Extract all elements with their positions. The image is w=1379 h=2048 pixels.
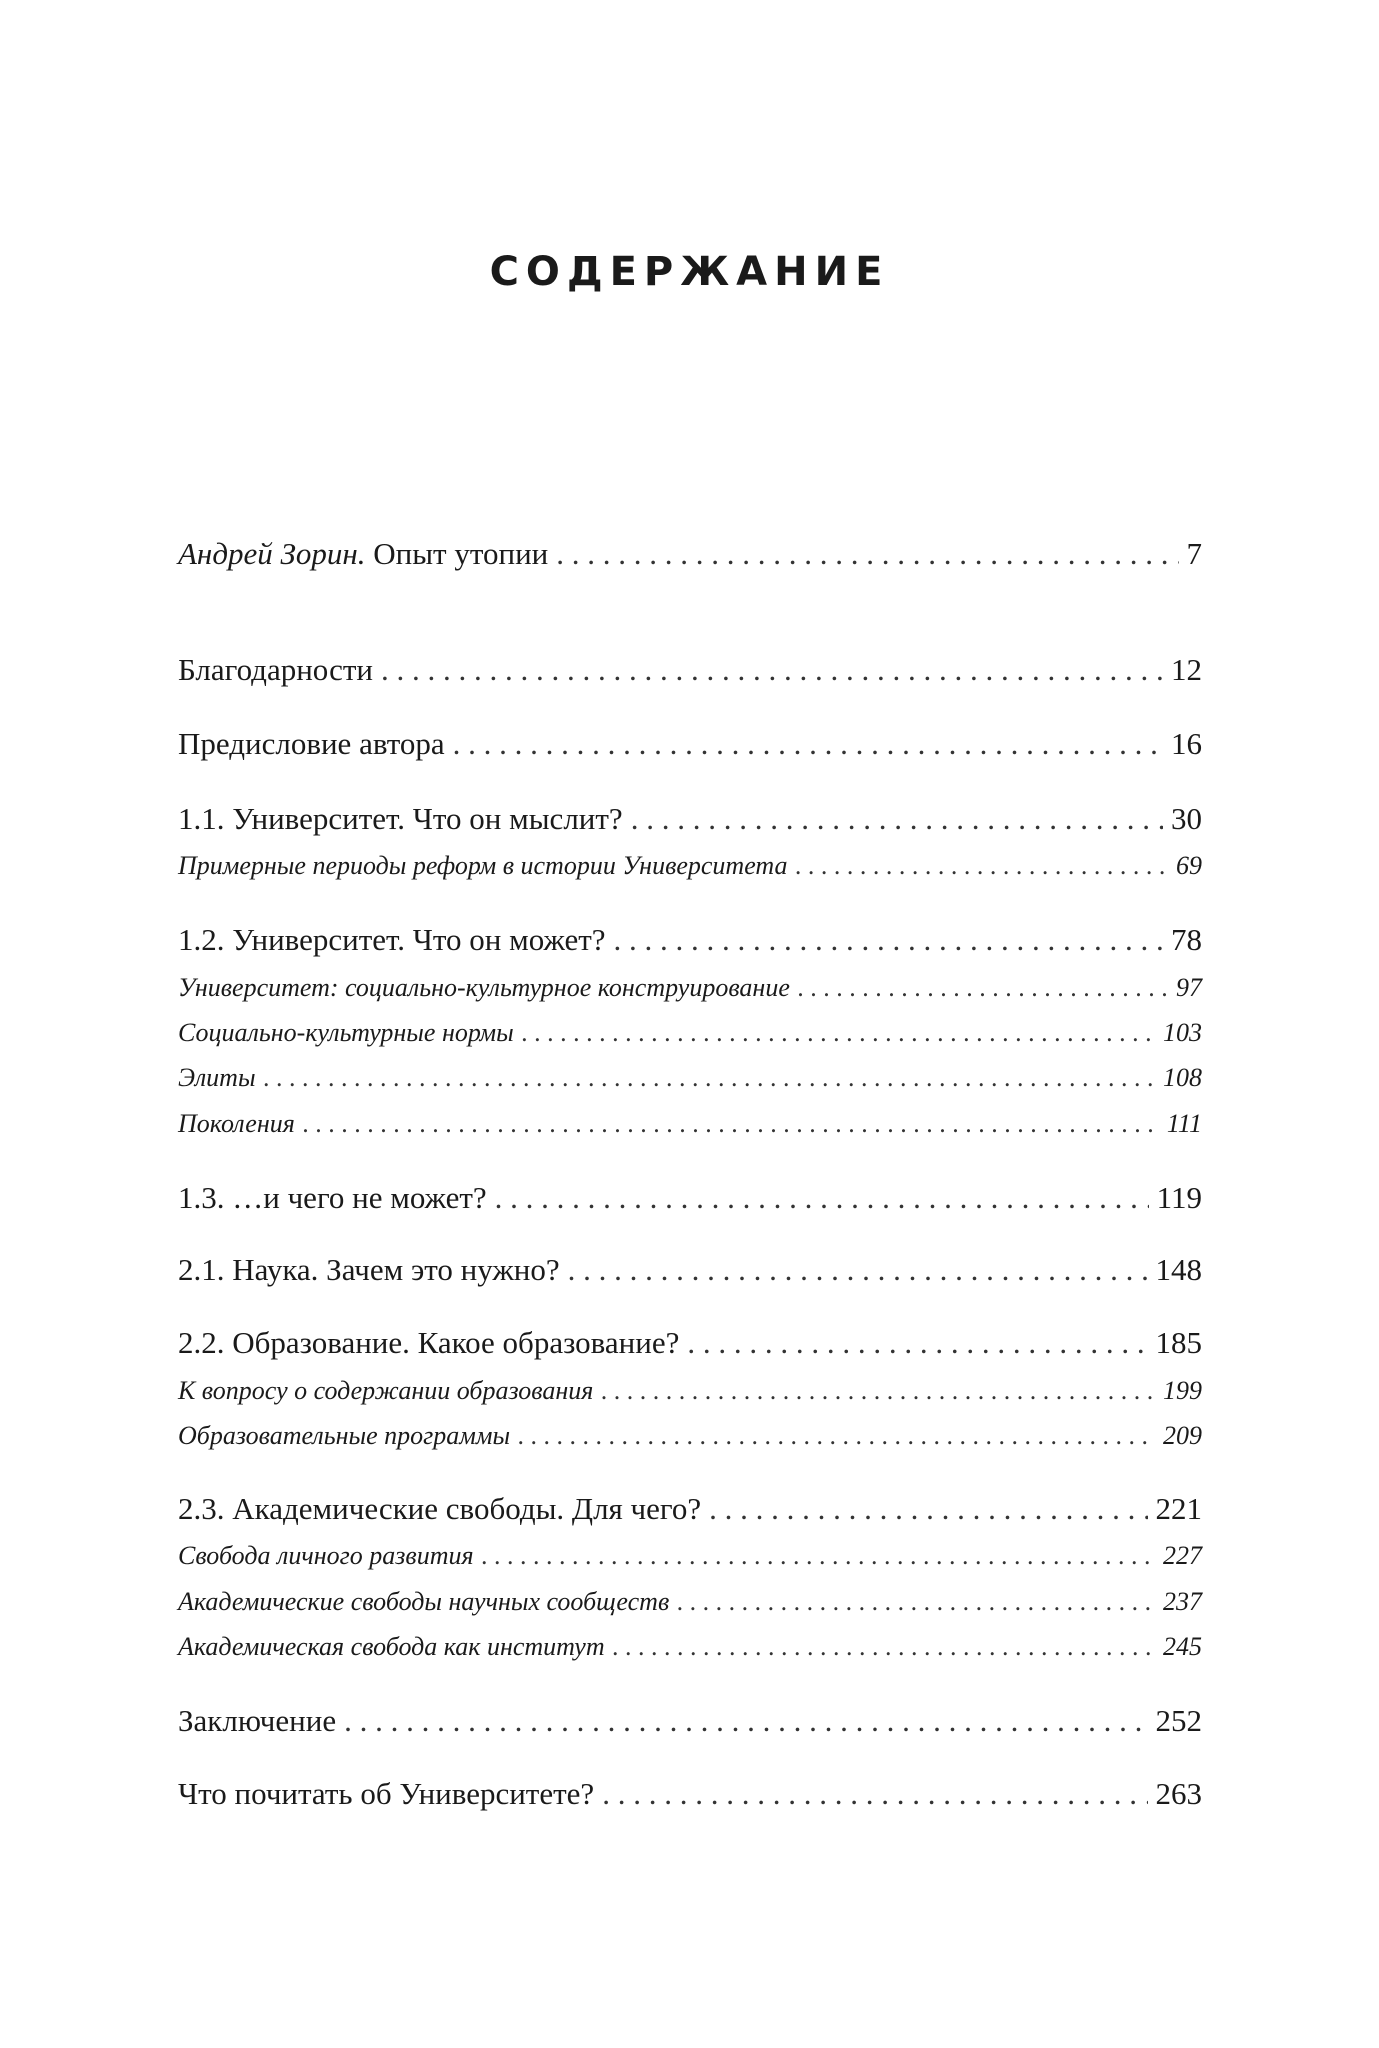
toc-entry-title: 1.3. …и чего не может?	[178, 1180, 487, 1215]
toc-entry-title: Андрей Зорин. Опыт утопии	[178, 536, 549, 571]
toc-entry-page: 12	[1171, 652, 1202, 687]
toc-subentry-scientific-communities[interactable]	[178, 1582, 1202, 1622]
toc-entry-title: Примерные периоды реформ в истории Университета	[178, 851, 788, 880]
toc-entry-page: 263	[1155, 1776, 1202, 1811]
toc-entry-title: 1.1. Университет. Что он мыслит?	[178, 801, 623, 836]
toc-entry-2-2[interactable]	[178, 1321, 1202, 1365]
toc-subentry-institution[interactable]	[178, 1627, 1202, 1667]
toc-entry-conclusion[interactable]	[178, 1699, 1202, 1743]
toc-entry-title: Социально-культурные нормы	[178, 1018, 514, 1047]
toc-entry-title: К вопросу о содержании образования	[178, 1376, 594, 1405]
page-title: СОДЕРЖАНИЕ	[489, 249, 890, 295]
dot-leader	[631, 797, 1163, 841]
dot-leader	[677, 1582, 1155, 1622]
toc-entry-preface[interactable]	[178, 722, 1202, 766]
toc-entry-page: 185	[1155, 1325, 1202, 1360]
toc-entry-1-1[interactable]	[178, 797, 1202, 841]
toc-subentry-elites[interactable]	[178, 1058, 1202, 1098]
toc-subentry-construction[interactable]	[178, 968, 1202, 1008]
toc-entry-title: 2.3. Академические свободы. Для чего?	[178, 1491, 702, 1526]
toc-entry-title: Образовательные программы	[178, 1421, 511, 1450]
toc-subentry-generations[interactable]	[178, 1104, 1202, 1144]
toc-subentry-personal-development[interactable]	[178, 1536, 1202, 1576]
toc-entry-title: Благодарности	[178, 652, 373, 687]
dot-leader	[344, 1699, 1147, 1743]
toc-entry-acknowledgements[interactable]	[178, 648, 1202, 692]
toc-entry-title: Предисловие автора	[178, 726, 445, 761]
toc-entry-page: 16	[1171, 726, 1202, 761]
toc-entry-2-3[interactable]	[178, 1487, 1202, 1531]
toc-entry-title: Что почитать об Университете?	[178, 1776, 595, 1811]
toc-entry-page: 148	[1155, 1252, 1202, 1287]
toc-entry-title: Академическая свобода как институт	[178, 1632, 605, 1661]
toc-entry-page: 252	[1155, 1703, 1202, 1738]
toc-entry-title: 2.2. Образование. Какое образование?	[178, 1325, 680, 1360]
dot-leader	[482, 1536, 1155, 1576]
dot-leader	[601, 1371, 1155, 1411]
dot-leader	[568, 1248, 1148, 1292]
dot-leader	[687, 1321, 1147, 1365]
toc-subentry-norms[interactable]	[178, 1013, 1202, 1053]
toc-subentry-reform-periods[interactable]	[178, 846, 1202, 886]
toc-entry-page: 97	[1176, 973, 1202, 1002]
dot-leader	[602, 1772, 1147, 1816]
toc-entry-page: 199	[1163, 1376, 1202, 1405]
toc-subentry-education-content[interactable]	[178, 1371, 1202, 1411]
toc-entry-page: 209	[1163, 1421, 1202, 1450]
dot-leader	[453, 722, 1163, 766]
toc-entry-title: Элиты	[178, 1063, 256, 1092]
toc-entry-1-3[interactable]	[178, 1176, 1202, 1220]
dot-leader	[709, 1487, 1147, 1531]
dot-leader	[613, 1627, 1155, 1667]
toc-entry-page: 69	[1176, 851, 1202, 880]
dot-leader	[522, 1013, 1155, 1053]
toc-entry-page: 78	[1171, 922, 1202, 957]
toc-entry-page: 108	[1163, 1063, 1202, 1092]
toc-entry-page: 245	[1163, 1632, 1202, 1661]
toc-entry-page: 30	[1171, 801, 1202, 836]
toc-entry-further-reading[interactable]	[178, 1772, 1202, 1816]
dot-leader	[798, 968, 1168, 1008]
toc-entry-title: 1.2. Университет. Что он может?	[178, 922, 606, 957]
dot-leader	[264, 1058, 1155, 1098]
toc-entry-1-2[interactable]	[178, 918, 1202, 962]
toc-entry-author: Андрей Зорин.	[178, 536, 366, 571]
table-of-contents	[178, 0, 1202, 2048]
toc-entry-page: 103	[1163, 1018, 1202, 1047]
toc-entry-title: Заключение	[178, 1703, 337, 1738]
dot-leader	[796, 846, 1168, 886]
dot-leader	[381, 648, 1163, 692]
dot-leader	[614, 918, 1163, 962]
toc-entry-page: 227	[1163, 1541, 1202, 1570]
toc-entry-page: 237	[1163, 1587, 1202, 1616]
toc-entry-page: 221	[1155, 1491, 1202, 1526]
toc-entry-title: Университет: социально-культурное конструирование	[178, 973, 790, 1002]
toc-entry-title: Академические свободы научных сообществ	[178, 1587, 670, 1616]
toc-entry-foreword[interactable]	[178, 532, 1202, 576]
dot-leader	[518, 1416, 1155, 1456]
toc-entry-title: 2.1. Наука. Зачем это нужно?	[178, 1252, 560, 1287]
toc-entry-title: Поколения	[178, 1109, 295, 1138]
toc-entry-page: 7	[1186, 536, 1202, 571]
toc-entry-page: 111	[1166, 1109, 1202, 1138]
dot-leader	[303, 1104, 1159, 1144]
toc-entry-title: Свобода личного развития	[178, 1541, 474, 1570]
dot-leader	[495, 1176, 1149, 1220]
dot-leader	[556, 532, 1178, 576]
toc-entry-page: 119	[1156, 1180, 1202, 1215]
toc-entry-2-1[interactable]	[178, 1248, 1202, 1292]
toc-subentry-programs[interactable]	[178, 1416, 1202, 1456]
